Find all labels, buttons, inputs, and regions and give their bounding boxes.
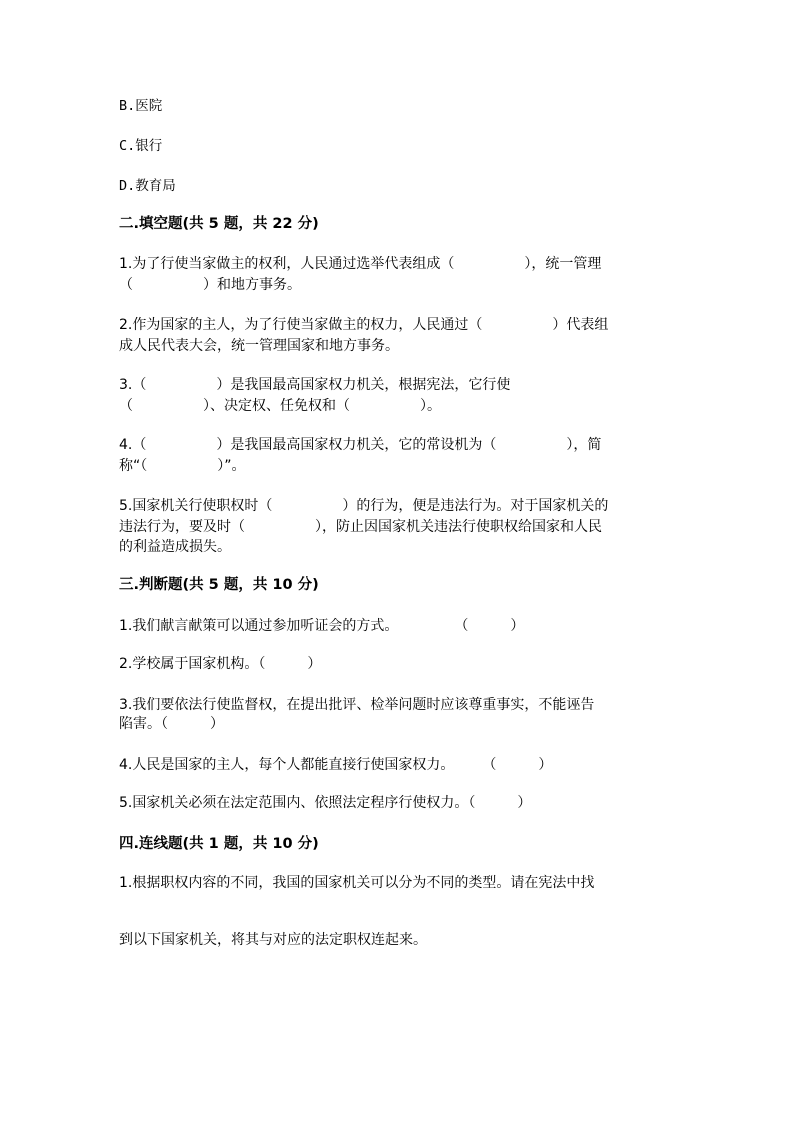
question-line: 3.我们要依法行使监督权，在提出批评、检举问题时应该尊重事实，不能诬告 — [119, 697, 595, 713]
section-heading-judge: 三.判断题(共 5 题，共 10 分) — [119, 577, 319, 593]
question-line: 1.我们献言献策可以通过参加听证会的方式。 （ ） — [119, 618, 525, 634]
option-d: D.教育局 — [119, 178, 176, 194]
question-line: 1.根据职权内容的不同，我国的国家机关可以分为不同的类型。请在宪法中找 — [119, 875, 595, 891]
question-line: 4.（ ）是我国最高国家权力机关，它的常设机为（ ），简 — [119, 437, 602, 453]
question-line: 3.（ ）是我国最高国家权力机关，根据宪法，它行使 — [119, 377, 511, 393]
question-line: 1.为了行使当家做主的权利，人民通过选举代表组成（ ），统一管理 — [119, 256, 602, 272]
question-line: （ ）、决定权、任免权和（ ）。 — [119, 398, 441, 414]
question-line: （ ）和地方事务。 — [119, 277, 301, 293]
question-line: 的利益造成损失。 — [119, 539, 231, 555]
question-line: 违法行为，要及时（ ），防止因国家机关违法行使职权给国家和人民 — [119, 519, 602, 535]
question-line: 2.作为国家的主人，为了行使当家做主的权力，人民通过（ ）代表组 — [119, 317, 609, 333]
question-line: 陷害。（ ） — [119, 716, 224, 732]
section-heading-match: 四.连线题(共 1 题，共 10 分) — [119, 836, 319, 852]
option-b: B.医院 — [119, 98, 163, 114]
question-line: 到以下国家机关，将其与对应的法定职权连起来。 — [119, 932, 427, 948]
question-line: 4.人民是国家的主人，每个人都能直接行使国家权力。 （ ） — [119, 757, 553, 773]
question-line: 成人民代表大会，统一管理国家和地方事务。 — [119, 338, 399, 354]
section-heading-fill: 二.填空题(共 5 题，共 22 分) — [119, 216, 319, 232]
option-c: C.银行 — [119, 138, 163, 154]
question-line: 5.国家机关行使职权时（ ）的行为，便是违法行为。对于国家机关的 — [119, 498, 609, 514]
question-line: 5.国家机关必须在法定范围内、依照法定程序行使权力。（ ） — [119, 795, 532, 811]
question-line: 称“（ ）”。 — [119, 458, 246, 474]
question-line: 2.学校属于国家机构。（ ） — [119, 656, 322, 672]
